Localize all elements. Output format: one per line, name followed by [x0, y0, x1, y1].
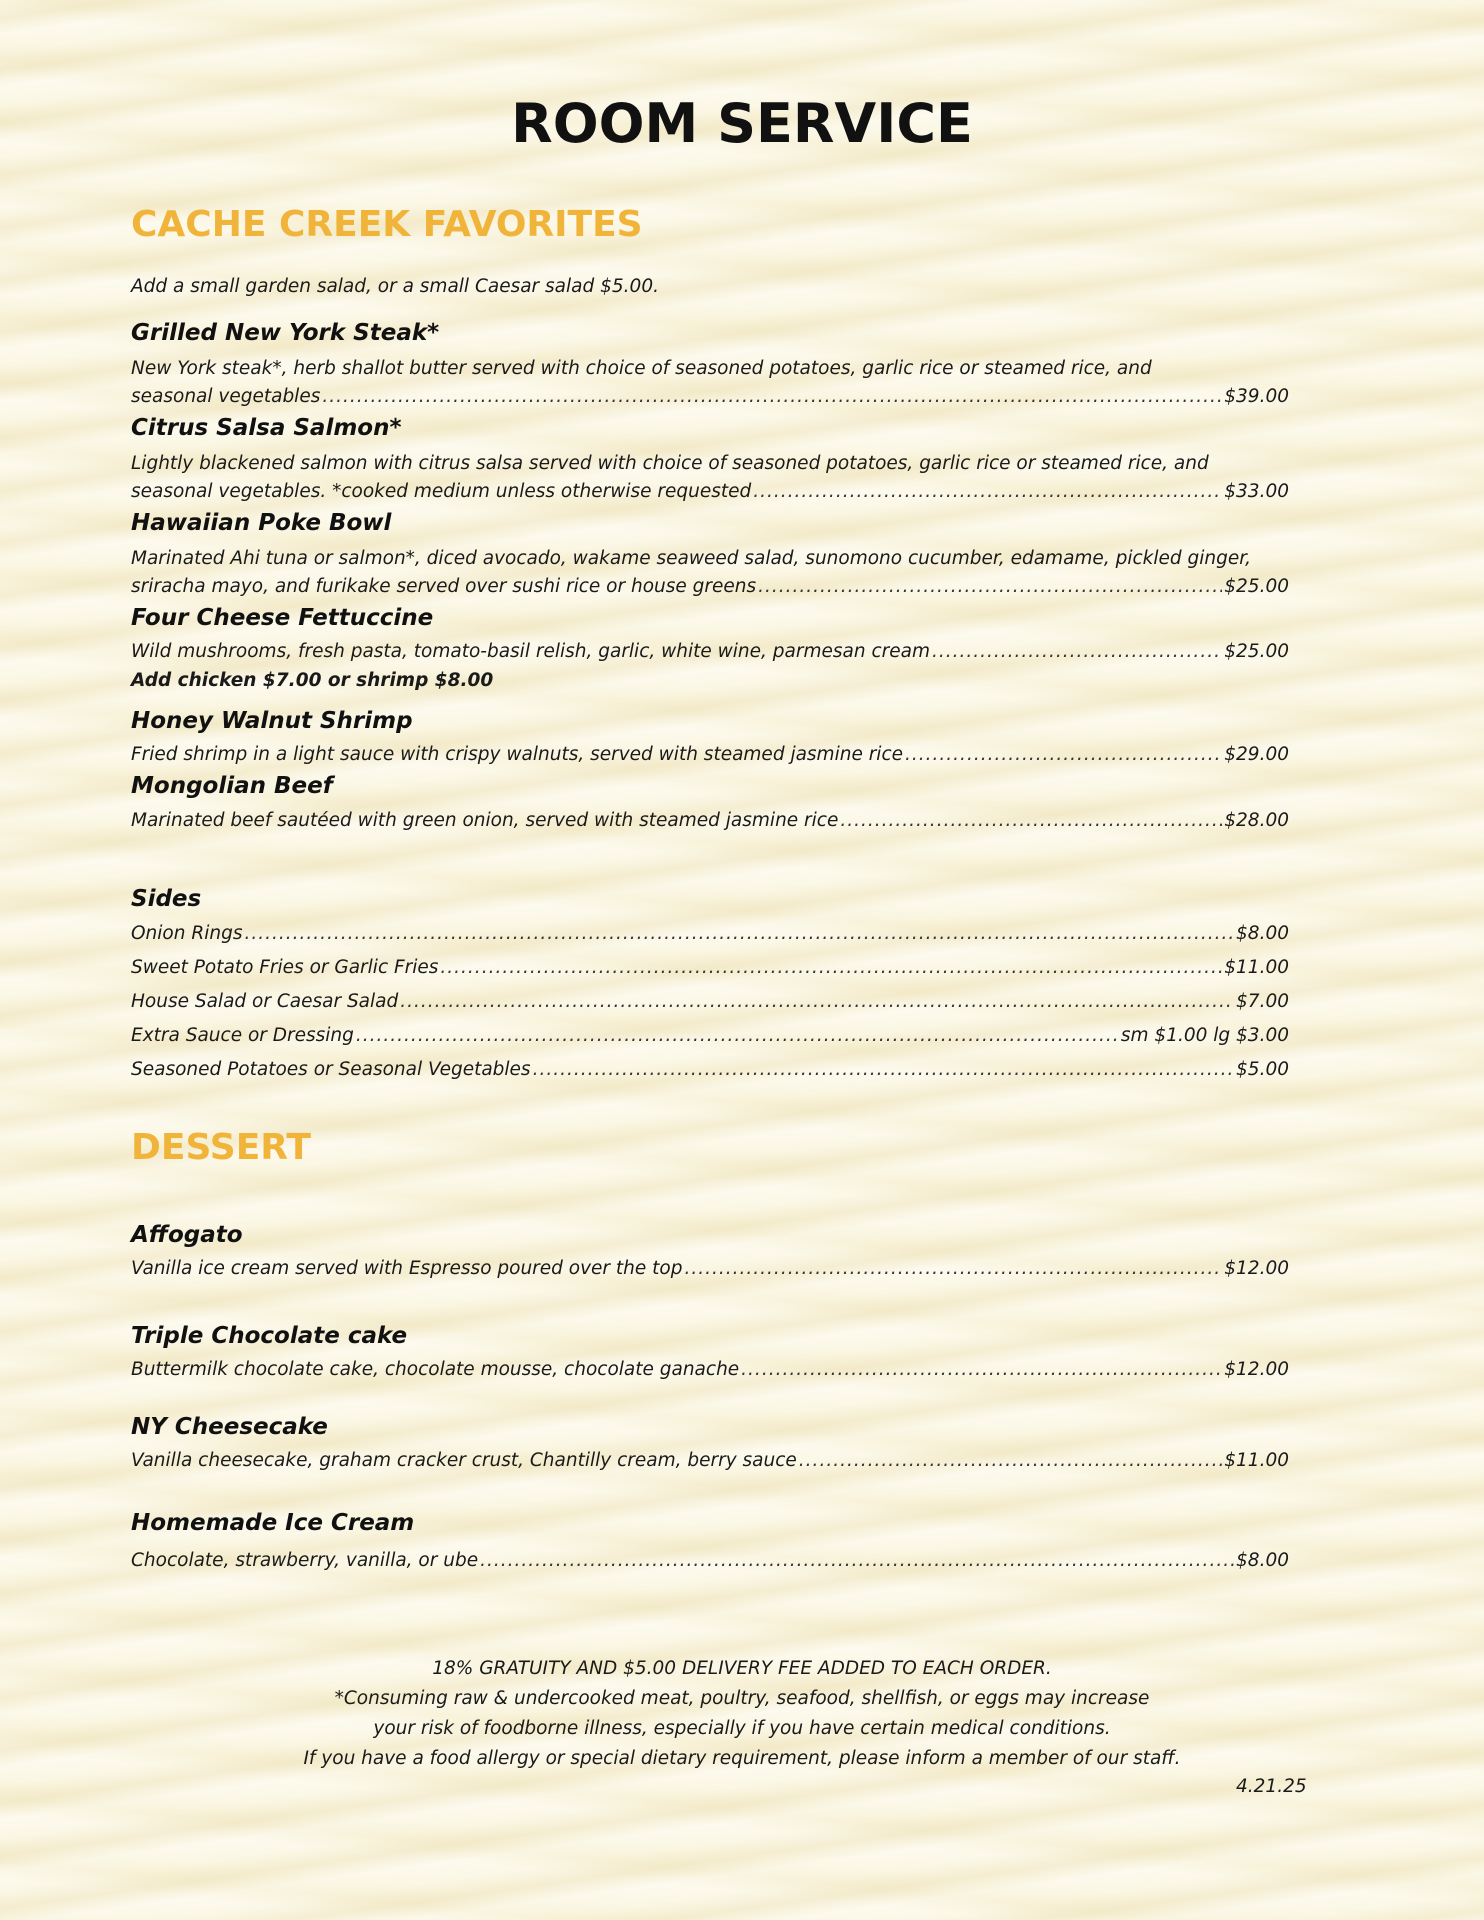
item-price-line-steak [131, 386, 1289, 407]
item-desc-honey-walnut-shrimp: Fried shrimp in a light sauce with crispy walnuts, served with steamed jasmine rice [131, 744, 904, 765]
side-price: $7.00 [1236, 991, 1289, 1012]
leader-dots [322, 386, 1222, 407]
leader-dots [753, 481, 1222, 502]
side-line [131, 957, 1289, 978]
item-desc-steak-cont: seasonal vegetables [131, 386, 321, 407]
side-name: Extra Sauce or Dressing [131, 1025, 354, 1046]
side-name: House Salad or Caesar Salad [131, 991, 399, 1012]
salad-note: Add a small garden salad, or a small Caesar salad $5.00. [131, 276, 659, 297]
item-desc-salmon: Lightly blackened salmon with citrus salsa served with choice of seasoned potatoes, garlic rice or steamed rice, and [131, 453, 1209, 474]
side-line [131, 1025, 1289, 1046]
item-desc-poke: Marinated Ahi tuna or salmon*, diced avocado, wakame seaweed salad, sunomono cucumber, edamame, pickled ginger, [131, 548, 1252, 569]
item-price-fettuccine: $25.00 [1224, 641, 1289, 662]
item-price-steak: $39.00 [1224, 386, 1289, 407]
footer-gratuity-note: 18% GRATUITY AND $5.00 DELIVERY FEE ADDED TO EACH ORDER. [432, 1658, 1052, 1679]
dessert-desc: Vanilla ice cream served with Espresso poured over the top [131, 1258, 683, 1279]
item-name-poke: Hawaiian Poke Bowl [131, 510, 392, 536]
item-price-line-salmon [131, 481, 1289, 502]
dessert-desc: Buttermilk chocolate cake, chocolate mousse, chocolate ganache [131, 1359, 740, 1380]
dessert-name: Homemade Ice Cream [131, 1510, 415, 1536]
item-desc-poke-cont: sriracha mayo, and furikake served over sushi rice or house greens [131, 576, 757, 597]
side-price: $11.00 [1224, 957, 1289, 978]
leader-dots [400, 991, 1234, 1012]
section-heading-dessert: DESSERT [131, 1127, 311, 1168]
item-price-line-honey-walnut-shrimp [131, 744, 1289, 765]
leader-dots [932, 641, 1222, 662]
side-line [131, 1059, 1289, 1080]
dessert-desc: Vanilla cheesecake, graham cracker crust, Chantilly cream, berry sauce [131, 1450, 797, 1471]
leader-dots [905, 744, 1222, 765]
leader-dots [840, 810, 1222, 831]
side-name: Seasoned Potatoes or Seasonal Vegetables [131, 1059, 531, 1080]
leader-dots [741, 1359, 1222, 1380]
item-desc-steak: New York steak*, herb shallot butter served with choice of seasoned potatoes, garlic rice or steamed rice, and [131, 358, 1152, 379]
leader-dots [440, 957, 1222, 978]
item-price-poke: $25.00 [1224, 576, 1289, 597]
item-name-honey-walnut-shrimp: Honey Walnut Shrimp [131, 708, 413, 734]
leader-dots [799, 1450, 1222, 1471]
dessert-price: $8.00 [1236, 1550, 1289, 1571]
dessert-price: $12.00 [1224, 1258, 1289, 1279]
page-title: ROOM SERVICE [511, 92, 973, 155]
item-price-line-mongolian-beef [131, 810, 1289, 831]
section-heading-favorites: CACHE CREEK FAVORITES [131, 204, 643, 245]
side-line [131, 991, 1289, 1012]
item-addon-fettuccine: Add chicken $7.00 or shrimp $8.00 [131, 670, 494, 691]
item-name-mongolian-beef: Mongolian Beef [131, 773, 333, 799]
side-price: $5.00 [1236, 1059, 1289, 1080]
item-desc-mongolian-beef: Marinated beef sautéed with green onion, served with steamed jasmine rice [131, 810, 839, 831]
dessert-price: $11.00 [1224, 1450, 1289, 1471]
leader-dots [480, 1550, 1234, 1571]
footer-consumer-advisory-cont: your risk of foodborne illness, especially if you have certain medical conditions. [373, 1718, 1111, 1739]
side-line [131, 923, 1289, 944]
dessert-line [131, 1359, 1289, 1380]
leader-dots [684, 1258, 1222, 1279]
dessert-price: $12.00 [1224, 1359, 1289, 1380]
side-name: Sweet Potato Fries or Garlic Fries [131, 957, 439, 978]
side-price: $8.00 [1236, 923, 1289, 944]
item-desc-salmon-cont: seasonal vegetables. *cooked medium unless otherwise requested [131, 481, 752, 502]
leader-dots [758, 576, 1222, 597]
item-price-line-fettuccine [131, 641, 1289, 662]
footer-allergy-note: If you have a food allergy or special dietary requirement, please inform a member of our staff. [303, 1748, 1181, 1769]
leader-dots [533, 1059, 1234, 1080]
leader-dots [356, 1025, 1119, 1046]
dessert-desc: Chocolate, strawberry, vanilla, or ube [131, 1550, 479, 1571]
item-price-mongolian-beef: $28.00 [1224, 810, 1289, 831]
dessert-name: Affogato [131, 1222, 243, 1248]
item-name-steak: Grilled New York Steak* [131, 320, 440, 346]
item-desc-fettuccine: Wild mushrooms, fresh pasta, tomato-basil relish, garlic, white wine, parmesan cream [131, 641, 930, 662]
footer-consumer-advisory: *Consuming raw & undercooked meat, poultry, seafood, shellfish, or eggs may increase [334, 1688, 1150, 1709]
side-price: sm $1.00 lg $3.00 [1120, 1025, 1289, 1046]
item-price-honey-walnut-shrimp: $29.00 [1224, 744, 1289, 765]
item-price-salmon: $33.00 [1224, 481, 1289, 502]
dessert-line [131, 1450, 1289, 1471]
item-price-line-poke [131, 576, 1289, 597]
sides-heading: Sides [131, 886, 202, 912]
dessert-line [131, 1550, 1289, 1571]
dessert-name: NY Cheesecake [131, 1414, 328, 1440]
item-name-fettuccine: Four Cheese Fettuccine [131, 605, 434, 631]
side-name: Onion Rings [131, 923, 243, 944]
dessert-name: Triple Chocolate cake [131, 1323, 408, 1349]
item-name-salmon: Citrus Salsa Salmon* [131, 415, 402, 441]
leader-dots [244, 923, 1234, 944]
menu-date: 4.21.25 [1236, 1776, 1307, 1797]
dessert-line [131, 1258, 1289, 1279]
